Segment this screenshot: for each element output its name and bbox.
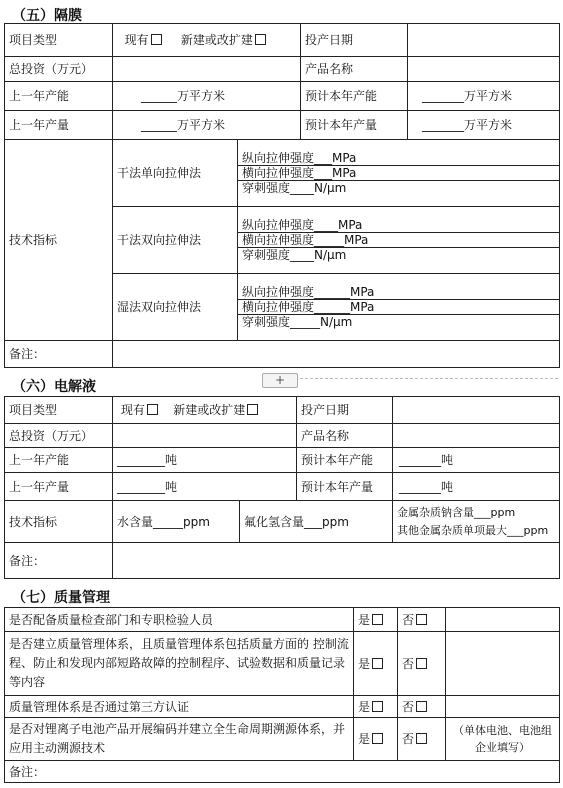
option-existing-label: 现有 — [120, 403, 145, 417]
remark-field[interactable] — [113, 543, 560, 579]
hf-content-field[interactable]: 氟化氢含量___ppm — [240, 501, 393, 543]
wet-biaxial-md-strength[interactable]: 纵向拉伸强度______MPa — [238, 285, 559, 300]
project-type-label: 项目类型 — [5, 397, 113, 424]
project-type-options — [113, 397, 297, 424]
this-year-output-field[interactable]: _______万平方米 — [408, 111, 560, 140]
q2-note — [446, 632, 560, 696]
start-date-label: 投产日期 — [297, 397, 393, 424]
this-year-capacity-field[interactable]: _______吨 — [393, 448, 560, 473]
last-year-output-field[interactable]: ________吨 — [113, 473, 297, 501]
yes-checkbox[interactable] — [372, 701, 383, 712]
yes-checkbox[interactable] — [372, 614, 383, 625]
section-title-electrolyte: （六）电解液 — [12, 379, 96, 395]
q-third-party-cert: 质量管理体系是否通过第三方认证 — [5, 696, 354, 718]
other-metal-max: 其他金属杂质单项最大___ppm — [397, 523, 549, 537]
remark-field[interactable] — [113, 341, 560, 368]
last-year-output-label: 上一年产量 — [5, 111, 113, 140]
yes-label: 是 — [358, 699, 371, 714]
product-name-label: 产品名称 — [301, 57, 408, 82]
this-year-output-label: 预计本年产量 — [297, 473, 393, 501]
method-dry-uniaxial-values — [238, 140, 560, 207]
last-year-capacity-label: 上一年产能 — [5, 448, 113, 473]
total-investment-label: 总投资（万元） — [5, 424, 113, 448]
project-type-options — [113, 24, 301, 57]
yes-label: 是 — [358, 656, 371, 671]
q2-yes[interactable] — [354, 632, 398, 696]
q4-no[interactable] — [398, 718, 446, 761]
dry-biaxial-puncture-strength[interactable]: 穿刺强度____N/μm — [242, 248, 347, 262]
this-year-capacity-label: 预计本年产能 — [297, 448, 393, 473]
quality-table — [4, 607, 560, 783]
q1-note — [446, 608, 560, 632]
method-dry-biaxial-values — [238, 207, 560, 274]
last-year-capacity-field[interactable]: ________吨 — [113, 448, 297, 473]
dry-uniaxial-td-strength[interactable]: 横向拉伸强度___MPa — [238, 166, 559, 181]
no-label: 否 — [402, 656, 415, 671]
start-date-label: 投产日期 — [301, 24, 408, 57]
project-type-label: 项目类型 — [5, 24, 113, 57]
q-quality-system: 是否建立质量管理体系，且质量管理体系包括质量方面的 控制流程、防止和发现内部短路故障的控制程序、试验数据和质量记录等内容 — [5, 632, 354, 696]
start-date-field[interactable] — [393, 397, 560, 424]
method-dry-uniaxial-label: 干法单向拉伸法 — [113, 140, 238, 207]
no-checkbox[interactable] — [416, 733, 427, 744]
yes-checkbox[interactable] — [372, 658, 383, 669]
tech-indicators-label: 技术指标 — [5, 501, 113, 543]
section-title-separator: （五）隔膜 — [12, 8, 82, 24]
dry-uniaxial-md-strength[interactable]: 纵向拉伸强度___MPa — [238, 151, 559, 166]
this-year-capacity-label: 预计本年产能 — [301, 82, 408, 111]
q3-no[interactable] — [398, 696, 446, 718]
method-dry-biaxial-label: 干法双向拉伸法 — [113, 207, 238, 274]
no-checkbox[interactable] — [416, 701, 427, 712]
q-inspection-dept: 是否配备质量检查部门和专职检验人员 — [5, 608, 354, 632]
last-year-capacity-field[interactable]: ______万平方米 — [113, 82, 301, 111]
page-divider — [300, 378, 558, 379]
tech-indicators-label: 技术指标 — [5, 140, 113, 341]
separator-table — [4, 23, 560, 368]
total-investment-field[interactable] — [113, 424, 297, 448]
remark-label[interactable]: 备注： — [5, 761, 560, 783]
no-checkbox[interactable] — [416, 614, 427, 625]
no-checkbox[interactable] — [416, 658, 427, 669]
option-new-checkbox[interactable] — [255, 34, 266, 45]
no-label: 否 — [402, 699, 415, 714]
product-name-label: 产品名称 — [297, 424, 393, 448]
q4-yes[interactable] — [354, 718, 398, 761]
sodium-content: 金属杂质钠含量___ppm — [397, 505, 516, 519]
product-name-field[interactable] — [408, 57, 560, 82]
q1-no[interactable] — [398, 608, 446, 632]
wet-biaxial-puncture-strength[interactable]: 穿刺强度_____N/μm — [242, 315, 353, 329]
total-investment-field[interactable] — [113, 57, 301, 82]
last-year-output-label: 上一年产量 — [5, 473, 113, 501]
water-content-field[interactable]: 水含量_____ppm — [113, 501, 240, 543]
q4-note: （单体电池、电池组企业填写） — [446, 718, 560, 761]
option-new-checkbox[interactable] — [247, 404, 258, 415]
no-label: 否 — [402, 732, 415, 746]
total-investment-label: 总投资（万元） — [5, 57, 113, 82]
insert-row-button[interactable]: + — [262, 373, 298, 388]
yes-checkbox[interactable] — [372, 733, 383, 744]
start-date-field[interactable] — [408, 24, 560, 57]
dry-biaxial-md-strength[interactable]: 纵向拉伸强度____MPa — [238, 218, 559, 233]
q1-yes[interactable] — [354, 608, 398, 632]
remark-label: 备注： — [5, 341, 113, 368]
remark-label: 备注： — [5, 543, 113, 579]
electrolyte-table — [4, 396, 560, 579]
this-year-output-field[interactable]: _______吨 — [393, 473, 560, 501]
q2-no[interactable] — [398, 632, 446, 696]
section-title-quality: （七）质量管理 — [12, 590, 110, 606]
yes-label: 是 — [358, 612, 371, 627]
last-year-output-field[interactable]: ______万平方米 — [113, 111, 301, 140]
q3-yes[interactable] — [354, 696, 398, 718]
no-label: 否 — [402, 612, 415, 627]
method-wet-biaxial-values — [238, 274, 560, 341]
this-year-output-label: 预计本年产量 — [301, 111, 408, 140]
product-name-field[interactable] — [393, 424, 560, 448]
yes-label: 是 — [358, 732, 371, 746]
last-year-capacity-label: 上一年产能 — [5, 82, 113, 111]
option-new-label: 新建或改扩建 — [173, 403, 246, 417]
metal-impurity-field[interactable] — [393, 501, 560, 543]
dry-biaxial-td-strength[interactable]: 横向拉伸强度_____MPa — [238, 233, 559, 248]
q-traceability: 是否对锂离子电池产品开展编码并建立全生命周期溯源体系，并应用主动溯源技术 — [5, 718, 354, 761]
q3-note — [446, 696, 560, 718]
option-new-label: 新建或改扩建 — [180, 33, 253, 47]
method-wet-biaxial-label: 湿法双向拉伸法 — [113, 274, 238, 341]
option-existing-checkbox[interactable] — [147, 404, 158, 415]
this-year-capacity-field[interactable]: _______万平方米 — [408, 82, 560, 111]
option-existing-checkbox[interactable] — [151, 34, 162, 45]
wet-biaxial-td-strength[interactable]: 横向拉伸强度______MPa — [238, 300, 559, 315]
dry-uniaxial-puncture-strength[interactable]: 穿刺强度____N/μm — [242, 181, 347, 195]
option-existing-label: 现有 — [124, 33, 149, 47]
